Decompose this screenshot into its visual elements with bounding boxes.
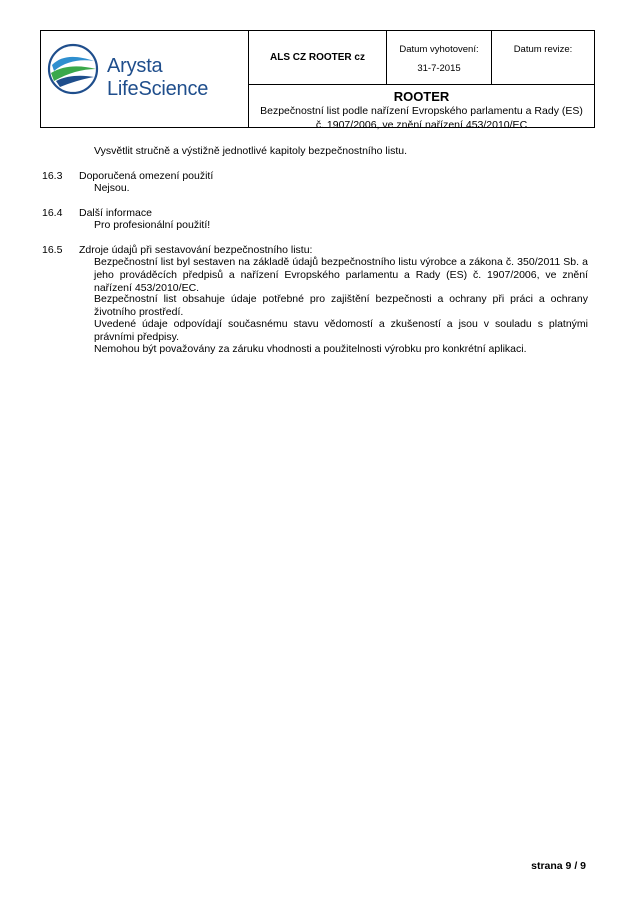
section-number: 16.3 (42, 170, 63, 182)
intro-text: Vysvětlit stručně a výstižně jednotlivé kapitoly bezpečnostního listu. (94, 145, 408, 157)
issue-date-value: 31-7-2015 (417, 63, 461, 74)
section-text: Pro profesionální použití! (94, 219, 211, 231)
logo-text: Arysta LifeScience (107, 55, 209, 100)
section-text: Nejsou. (94, 182, 130, 194)
document-title: ROOTER (393, 89, 450, 104)
section-number: 16.5 (42, 244, 63, 256)
section-paragraph: Uvedené údaje odpovídají současnému stavu vědomostí a zkušeností a jsou v souladu s platnými právními předpisy. (94, 318, 588, 343)
section-number: 16.4 (42, 207, 63, 219)
issue-date-cell (387, 31, 492, 85)
document-subtitle-2: č. 1907/2006, ve znění nařízení 453/2010/EC (315, 119, 528, 131)
issue-date-label: Datum vyhotovení: (399, 44, 479, 55)
logo-cell (41, 31, 249, 127)
revision-date-cell (492, 31, 594, 85)
section-paragraph: Nemohou být považovány za záruku vhodnosti a použitelnosti výrobku pro konkrétní aplikaci. (94, 343, 527, 355)
section-title: Další informace (79, 207, 152, 219)
section-paragraph: Bezpečnostní list byl sestaven na základě údajů bezpečnostního listu výrobce a zákona č. 350/2011 Sb. a jeho prováděcích předpisů a nařízení Evropského parlamentu a Rady (ES) č. 1907/2006, ve znění nařízení 453/2010/EC. (94, 256, 588, 294)
product-code: ALS CZ ROOTER cz (249, 31, 387, 85)
revision-date-label: Datum revize: (513, 44, 573, 55)
section-title: Doporučená omezení použití (79, 170, 214, 182)
section-title: Zdroje údajů při sestavování bezpečnostního listu: (79, 244, 313, 256)
document-header (40, 30, 595, 131)
document-subtitle-1: Bezpečnostní list podle nařízení Evropského parlamentu a Rady (ES) (260, 105, 583, 117)
section-paragraph: Bezpečnostní list obsahuje údaje potřebné pro zajištění bezpečnosti a ochrany při práci a ochrany životního prostředí. (94, 293, 588, 318)
title-cell (249, 85, 594, 131)
page-number: strana 9 / 9 (531, 860, 586, 872)
arysta-logo-icon (46, 43, 104, 95)
